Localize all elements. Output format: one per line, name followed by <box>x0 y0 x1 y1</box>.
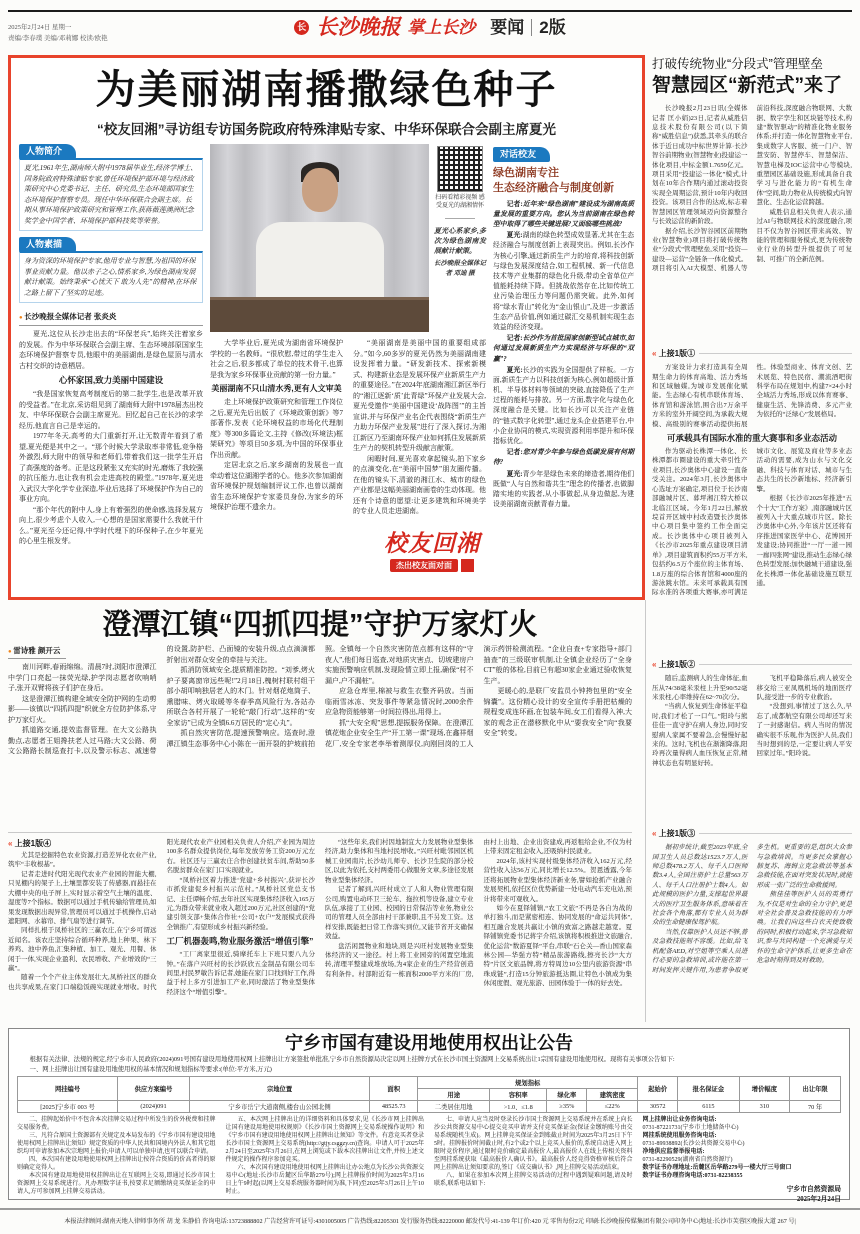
qa-answer: 夏光:青少年是绿色未来的缔造者,期待他们既做“人与自然和谐共生”理念的传播者,也做脚踏实地的实践者,从小事做起,从身边做起,为建设美丽湖南贡献青春力量。 <box>493 470 635 509</box>
photo-table <box>210 297 429 332</box>
masthead <box>0 17 860 38</box>
sidebar-article-body: 长沙晚报2月23日讯(全媒体记者 匡小娟)23日,记者从威胜信息技术股份有限公司(以下简称“威胜信息”)获悉,其牵头的联合体于近日成功中标世界计算·长沙智谷前期物业(智慧物业)投建运一体化项目,中标金额1.7659亿元。项目采用“投建运一体化”模式,计划在10年合作期内通过滚动投资实现全周期运营,预计10年内收回投资。该项目合作的达成,标志着智慧园区管理领域迈向资源整合与长效运营的新阶段。 据介绍,长沙智谷园区前期物业(智慧物业)项目将打破传统物业“分段式”管理壁垒,采用“投资—建设—运营”全链条一体化模式。项目将引入AI大模型、机器人等前沿科技,深度融合物联网、大数据、数字孪生和区块链等技术,构建“数智驱动”的精准化物业服务体系;并打造一体化智慧物业平台,集成数字人客服、统一门户、智慧安防、智慧停车、智慧保洁、智慧电梯及IOC运营中心等模块,重塑园区基础设施,形成具备自我学习与进化能力的“有机生命体”空间,助力物业从传统模式向智慧化、生态化运营跨越。 威胜信息相关负责人表示,通过AI与物联网技术的深度融合,项目不仅为智谷园区带来高效、智能的管理和服务模式,更为传统物业行业的转型升级提供了可复制、可推广的全新范例。 <box>652 105 853 273</box>
notice-column-2: 五、本次网上挂牌出让的详细资料和具体要求,见《长沙市网上挂牌出让国有建设用地使用权规则》《长沙市国土资源网上交易系统操作说明》和《宁乡市国有建设用地使用权网上挂牌出让须知》等文件。有意竞买者登录长沙市国土资源网上交易系统(http://gtjy.csggzy.cn)查询。申请人可于2025年2月24日至2025年3月26日,在网上浏览或下载本次挂牌出让文件,并按上述文件规定的操作程序参加竞买。 六、本次国有建设用地使用权网上挂牌出让办公地点为长沙公共资源交易中心(地址:长沙市岳麓区岳华路279号);网上挂牌报价时间为2025年3月16日上午9时起(以网上交易系统服务器时间为准,下同)至2025年3月26日上午10时止。 <box>225 1116 424 1196</box>
continued-4-subhead: 工厂机器轰鸣,物业服务激活“增值引擎” <box>166 936 314 947</box>
alumni-mini-qr-icon <box>461 559 474 572</box>
sketch-text: 身为资深的环境保护专家,他用专业与智慧,为祖国的环保事业贡献力量。他以赤子之心,情系家乡,为绿色湖南发展献计献策。始终秉承“心忧天下 敢为人先”的精神,在环保之路上留下了坚实的足迹。 <box>19 251 203 303</box>
notice-column-1: 二、挂牌起始价中不包含本次挂牌交易过程中所发生的价外税费和挂牌交易服务费。 三、凡符合原国土资源部有关规定及本局发布的《宁乡市国有建设用地使用权网上挂牌出让须知》规定资质的中华人民共和国境内外法人和其它组织均可申请参加本次宗地网上报价;申请人可以单独申请,也可以联合申请。 四、本次国有建设用地使用权网上挂牌出让按符合资质的价高者得的原则确定竞得人。 本次国有建设用地使用权挂牌出让在互联网上交易,即通过长沙市国土资源网上交易系统进行。凡办理数字证书,按要求足额缴纳竞买保证金的申请人,方可参加网上挂牌交易活动。 <box>17 1116 216 1196</box>
column-divider <box>645 600 646 1022</box>
continued-marker-3: « 上接1版③ <box>652 828 695 839</box>
dialog-title: 绿色湖南专注 生态经济融合与制度创新 <box>493 167 614 194</box>
strip-divider <box>445 218 475 219</box>
continued-marker-row-1 <box>652 348 852 359</box>
town-article-body <box>8 644 632 826</box>
town-article-paragraphs: 南川河畔,春雨绵绵。清晨7时,浏阳市澄潭江中学门口亮起一抹荧光绿,护学岗志愿者吹响哨子,张开双臂将孩子们护在身后。 这是澄潭江镇构建全域安全防护网的生动剪影——该镇以“四抓四提”织就全方位防护体系,守护万家灯火。 抓道路交通,提效监督管理。在大文公路执勤点,志愿者王姐搀扶老人过马路;大文公路、荷文公路路长制巡查打卡,以及警示标志、减速带的设置,防护栏、凸面镜的安装升级,点点滴滴都折射出对群众安全的牵挂与关注。 抓消防领域安全,提质精准防控。“刘爹,烤火炉子要离窗帘远些呢!”2月18日,槐树村联村组干部小胡叩响独居老人的木门。针对烟花炮筒子、熏腊味、烤火取暖等冬春季高风险行为,各站办所联合各村开展了一轮轮“敲门行动”,这样的“安全家访”已成为全镇6.6万居民的“定心丸”。 抓自然灾害防范,提速预警响应。巡查时,澄潭江镇生态事务中心小陈在一面开裂的护坡前拍照。全镇每一个自然灾害防范点都有这样的“守夜人”,他们每日巡查,对地质灾害点、切坡建房户实施预警响应机制,发现险情立即上报,确保“村不漏户,户不漏桩”。 应急仓库里,棉被与救生衣整齐码放。当面临雨雪冰冻、突发事件等紧急情况时,2000余件应急物资能够第一时间拉得出,用得上。 抓“大安全观”思想,提振服务保障。在澄潭江镇花炮企业安全生产“开工第一课”现场,在鑫祥烟花厂,安全专家老李举着测厚仪,向刚回岗的工人演示药饼检测流程。“企业自查+专家指导+部门抽查”的三级联审机制,让全镇企业经历了“全身CT”般的体检,目前已有超30家企业通过验收恢复生产。 更暖心的,是联厂安监员小钟挎包里的“安全锦囊”。这份精心设计的安全宣传手册把枯燥的规程变成连环画,在包装车间,女工们看得入神,大家的观念正在潜移默化中从“要我安全”向“我要安全”转变。 <box>8 645 632 755</box>
sidebar <box>652 56 852 1031</box>
continued-1-subhead: 可承载具有国际水准的重大赛事和多业态活动 <box>666 433 837 444</box>
town-article-headline: 澄潭江镇“四抓四提”守护万家灯火 <box>102 609 538 641</box>
continued-marker-row-3 <box>652 828 852 839</box>
featured-left-column <box>19 144 203 589</box>
notice-column-3: 七、申请人应当及时登录长沙市国土资源网上交易系统并在系统上向长沙公共资源交易中心提交竞买申请并支付竞买保证金(保证金缴纳账号由交易系统随机生成)。网上挂牌竞买保证金到账截止时间为2025年3月25日下午5时。挂牌报价时间截止时,有2个或2个以上竞买人报价的,系统自动进入网上限时竞价程序,通过限时竞价确定最高报价人,最高报价人在线上传相关资料至网挂系统获取《最高报价人确认书》。最高报价人经竞得资格审核后符合网上挂牌出让须知要求的,签订《成交确认书》,网上挂牌交易活动结束。 八、如果在参加本次网上挂牌交易活动的过程中遇到疑难问题,请及时联系,联系电话如下: <box>434 1116 633 1188</box>
sketch-tab: 人物素描 <box>19 237 76 252</box>
masthead-subbrand: 掌上长沙 <box>407 18 476 37</box>
alumni-logo-name: 校友回湘 <box>384 531 480 556</box>
notice-title: 宁乡市国有建设用地使用权出让公告 <box>285 1033 573 1053</box>
notice-signature: 宁乡市自然资源局 2025年2月24日 <box>786 1186 841 1203</box>
featured-byline: ● 长沙晚报全媒体记者 张炎炎 <box>19 309 203 326</box>
section-label: 要闻 <box>490 18 525 37</box>
continued-marker-row-2 <box>652 659 852 670</box>
alumni-tagline-badge: 杰出校友面对面 <box>390 559 458 572</box>
photo-caption: 夏光心系家乡,多次为绿色湖南发展献计献策。 <box>434 226 486 256</box>
portrait-photo <box>210 144 429 332</box>
continued-article-4 <box>8 838 632 1024</box>
featured-headline: 为美丽湖南播撒绿色种子 <box>95 68 558 112</box>
profile-text: 夏光,1961年生,湖南师大附中1978届毕业生,经济学博士、国务院政府特殊津贴专家,曾任环境保护部环境与经济政策研究中心党委书记、主任、研究员,生态环境部国家生态环境保护督察专员。现任中华环保联合会副主席。长期从事环境保护政策研究和管理工作,获蒋薇莲澳洲纪念奖学金中国学者、环境保护部科技奖等荣誉。 <box>19 158 203 231</box>
qr-caption: 扫码看精彩视频 感受夏光的湖湘情怀 <box>435 195 485 210</box>
continued-4-paragraphs-b: “工厂离家里很近,骑摩托车上下班只要八九分钟。”在落户兴旺村的长沙跃欣五金制品有限公司车间里,村民罗敏告诉记者,她能在家门口找到好工作,得益于村上多方引进加工产业,同时激活了物业型集体经济这个“增值引擎”。 “这些年来,我们村因地制宜大力发展物业型集体经济,助力集体和当地村民增收。”兴旺村毗邻园区机械工业园南片,长沙幼儿师专、长沙卫生院的部分校区,以此为依托,支村两委用心做服务文章,多途径发展物业型集体经济。 记者了解到,兴旺村成立了人和人物业管理有限公司,购置电动环卫三轮车、拖拉机等设备,建立专业队伍,承接了工业园、校园的日常保洁等业务,物业公司的管理人员全部由村干部兼职,且不另发工资。这样安排,既能把日常工作落实到位,又能节省开支确保效益。 盘活闲置物业和地块,则是兴旺村发展物业型集体经济的又一途径。村上将工业园旁的闲置空地流转,清理平整建成堆放场,为4家企业的生产经营创造有利条件。村部附近有一栋面积2000平方米的厂房,由村上出地、企业出资建成,再返租给企业,不仅为村上带来固定租金收入,还吸纳村民就业。 2024年,该村实现村级集体经济收入162万元,经营性收入达56万元,同比增长12.5%。贺恩透露,今年还将拓展物业型集体经济新业务,譬如抢抓产业融合发展契机,依托区位优势新建一处电动汽车充电站,预计将带来可观收入。 如今在夏铎铺镇,“农工文旅”不再是各自为战的单打独斗,而是紧密相连、协同发展的“命运共同体”,相互融合发展共赢让小镇的致富之路越走越宽。夏铎铺镇党委书记蒋宇介绍,该镇将积极推进文旅融合,优化运营“数游夏铎”平台,串联“石仑关—香山国家森林公园—华强方特”精品旅游路线,擦亮长沙“大方特”片区文旅品牌,将方特周边10公里内旅游资源“串珠成链”,打造15分钟旅游抵达圈,让特色小镇成为集休闲度假、观光旅游、田园体验于一体的好去处。 <box>166 839 632 996</box>
horizontal-rule <box>8 832 632 833</box>
continued-marker-2: « 上接1版② <box>652 659 695 670</box>
continued-marker-1: « 上接1版① <box>652 348 695 359</box>
featured-center-column <box>210 144 486 589</box>
continued-marker-4: « 上接1版④ <box>8 838 157 849</box>
featured-article <box>8 55 645 600</box>
photo-person-head <box>302 168 338 212</box>
footer-rule <box>0 1208 860 1210</box>
notice-intro-1: 根据有关法律、法规的规定,经宁乡市人民政府(2024)091号国有建设用地使用权网上挂牌出让方案签批单批准,宁乡市自然资源局决定以网上挂牌方式在长沙市国土资源网上交易系统出让1宗国有建设用地使用权。现将有关事项公告如下: <box>29 1056 675 1064</box>
continued-article-1: 方案设计力求打造具有全周期生命力的体育高地、活力秀场和区域触媒,为城市发展催化赋能。生态绿心有机串联体育场、体育馆和游泳馆,围合出7万余平方米的室外开阔空间,为承载大规模、高级别的赛事活动提供拓展性。体验型商业、体育文创、艺术展览、特色民宿、潮流酒吧街科学布局在规划中,构建7×24小时全域活力秀场,形成以体育赛事、健康生活、先锋消费、多元产业为依托的“泛绿心”发展格局。 可承载具有国际水准的重大赛事和多业态活动 作为驱动长株潭一体化、长株潭都市圈建设的重大牵引性产业项目,长沙奥体中心建设一直备受关注。2024年3月,长沙奥体中心选址方案确定,项目位于长沙南部融城片区、暮坪湘江特大桥以北临江区域。今年1月22日,解放垸首开区城中村改造暨长沙奥体中心项目集中签约工作全面完成。长沙奥体中心项目被列入《长沙市2025年重点建设项目清单》,项目建筑面积约55万平方米,包括约6.5万个座位的主体育场、1.8万座的综合体育馆和4000座的游泳跳水馆。未来可承载具有国际水准的各项重大赛事,亦可满足城市文化、展览及商业等多业态活动的需要,成为山水与文化交融、科技与体育对话、城市与生态共生的长沙新地标、经济新引擎。 根据《长沙市2025年推进“五个十大”工作方案》,南部融城片区被列入十大重点城市片区。除长沙奥体中心外,今年该片区还将有序推进国家医学中心、花博园开发建设;协同推进“一厅一道一园一廊四张网”建设,推动生态绿心绿色转型发展;加快融城干道建设,强化长株潭一体化基础设施互联互通。 <box>652 364 853 597</box>
notice-contacts: 网上挂牌出让业务咨询电话: 0731-87221731(宁乡市土地储备中心) 网挂系统使用服务咨询电话: 0731-89938892(长沙公共资源交易中心) 净地供应监督举报电话: 0731-82290529(湖南省自然资源厅) 数字证书办理地址:岳麓区岳华路279号一楼大厅三号窗口 数字证书办理咨询电话:0731-82238355 宁乡市自然资源局 2025年2月24日 <box>642 1116 841 1203</box>
top-rule <box>8 10 852 12</box>
alumni-logo <box>378 529 486 589</box>
qa-answer: 夏光:长沙的实践为全国提供了样板。一方面,新质生产力以科技创新为核心,例如超级计算机、半导体材料等领域的突破,直接降低了生产过程的能耗与排放。另一方面,数字化与绿色化深度融合是关键。比如长沙可以关注产业链的“链式数字化转型”,通过龙头企业搭建平台,中小企业协同的模式,实现资源利用率提升和环保指标优化。 <box>493 366 635 445</box>
photo-person-shirt <box>256 222 384 300</box>
featured-subhead-b: 美丽湖南不只山清水秀,更有人文审美 <box>211 384 342 393</box>
continued-article-3: 据初步统计,截至2023年底,全国卫生人员总数达1523.7万人,医师总数478.2万人、每千人口医师数3.4人,全国注册护士总量563万人、每千人口注册护士数4人。如此规模的医护力量,支撑起世界最大的医疗卫生服务体系,意味着在社会各个角落,都有专业人员为群众的生命健康保驾护航。 当然,仅靠医护人员还不够,普及急救技能刻不容缓。比如,给飞机配备AED,对空姐等空乘人员进行必要的急救培训,或许能在第一时间发挥关键作用,为患者争取更多生机。更重要的是,组织大众参与急救培训。当更多民众掌握心肺复苏、海姆立克急救法等基本急救技能,在面对突发状况时,就能形成一张广泛的生命救援网。 熊佳佳等医护人员的英勇行为,不仅是对生命的全力守护,更是对全社会普及急救技能的有力呼唤。让我们向这些白衣天使致敬的同时,积极行动起来,学习急救知识,参与共同构建一个充满爱与关怀的生命守护体系,让更多生命在危急时刻得到及时救助。 <box>652 844 852 974</box>
featured-subhead: “校友回湘”寻访组专访国务院政府特殊津贴专家、中华环保联合会副主席夏光 <box>97 122 556 137</box>
footer-text: 本报法律顾问:湖南天地人律师事务所 胡 龙 朱静伯 咨询电话:13723888802 广告经营许可证号:4301005005 广告热线:82205301 发行服务热线:82220000 邮发代号:41-139 年订价:420 元 零售每份2元 印刷:长沙晚报传媒集团有限公司印务中心|地址:长沙市芙蓉区晚报大道 267 号| <box>64 1218 796 1225</box>
photo-credit: 长沙晚报全媒体记者 邓迪 摄 <box>434 260 486 277</box>
notice-table: 网挂编号 供应方案编号 宗地位置 面积 规划指标 起始价 报名保证金 增价幅度 出让年限 用途 容积率 绿化率 建筑密度 [2025]宁乡市 003 号 (2024)091 宁乡市岳宁大道南侧,楼台山公园北侧 48525.73 二类居住用地 >1.0、≤1.8 ≥35% ≤22% 30572 6115 310 70 年 <box>17 1076 841 1113</box>
town-article-byline: ● 雷诗雅 颜开云 <box>8 644 66 659</box>
dialog-qa <box>493 200 634 511</box>
continued-4-paragraphs-a: 尤其是挖掘特色农业资源,打造差异化农业产业,筑牢“丰收根基”。 记者走进时代阳光现代农业产业园的智能大棚,只见棚内的架子上,土壤里都安装了传感器,而悬挂在大棚中央的电子屏上,实时显示着空气土壤的温度、湿度等7个指标。数据可以通过手机传输给管理员,如果发现数据出现异常,管理员可以通过手机操作,启动遮阳网、水幕帘、排气扇等进行调节。 同样扎根于凤桥社区的三赢农庄,在宁乡可谓远近闻名。该农庄坚持综合循环种养,地上种果、林下养鸡、池中养鱼,汇集种植、加工、观光、用餐、休闲于一体,实现企业盈利、农民增收、产业增效的“三赢”。 随着一个个产业主体发展壮大,凤桥社区的群众也共享成果,在家门口端稳饭碗实现就业增收。时代阳光现代农业产业园相关负责人介绍,产业园为周边100多名群众提供岗位,每年发放劳务工资200万元左右。社区还与三赢农庄合作创建扶贫车间,帮助50多名脱贫群众在家门口实现就业。 “凤桥社区着力推进‘党建+乡村振兴’,获评长沙市抓党建促乡村振兴示范村。”凤桥社区党总支书记、主任谭畅介绍,去年社区实现集体经济收入165万元,为群众带来就业收入超过200万元,社区创建的“党建引领支部+集体合作社+公司+农户”发展模式获得全镇推广,有望形成乡村振兴新经验。 <box>8 839 315 991</box>
qa-question: 记者:近年来“绿色湖南”建设成为湖南高质量发展的重要方向。您认为当前湖南在绿色转型中取得了哪些关键进展?又面临哪些挑战? <box>493 200 635 229</box>
qa-question: 记者:长沙作为首批国家创新型试点城市,如何通过发展新质生产力实现经济与环保的“双赢”? <box>493 335 635 363</box>
sidebar-headline: 智慧园区“新范式”来了 <box>652 75 843 97</box>
qa-question: 记者:您对青少年参与绿色低碳发展有何期待? <box>493 449 635 467</box>
table-row: [2025]宁乡市 003 号 (2024)091 宁乡市岳宁大道南侧,楼台山公园北侧 48525.73 二类居住用地 >1.0、≤1.8 ≥35% ≤22% 30572 6115 310 70 年 <box>18 1100 841 1112</box>
editors-line: 责编/李春璞 美编/邓莉娜 校读/欧艳 <box>8 35 108 43</box>
masthead-brand: 长沙晚报 <box>316 15 401 39</box>
featured-center-paragraphs: 走上环境保护政策研究和管理工作岗位之后,夏光先后出版了《环境政策创新》等7部著作,发表《论环境权益的市场化代理制度》等300多篇论文,主持《修改(环境法)框架研究》等项目50多项,为中国的环保事业作出贡献。 定居北京之后,家乡湖南的发展也一直牵动着这位湖湘学者的心。他多次参加湖南省环境保护规划编制评议工作,也曾以湖南省生态环境保护专家委员身份,为家乡的环境保护治理不遗余力。 “美丽湖南是美丽中国的重要组成部分。”如今,60多岁的夏光仍然为美丽湖南建设发挥着力量。“研发新技术、探索新模式、构建新业态是发展环保产业新质生产力的重要途径。”在2024年底湖南湘江新区举行的“湘江逐新‘质’此青绿”环保产业发展大会,夏光受邀作“美丽中国建设‘战阵图’”的主旨宣讲,并与环保产业名企代表围绕“新质生产力助力环保产业发展”进行了深入探讨,为湘江新区乃至湖南环保产业如何抓住发展新质生产力的契机转型升级献言献策。 闲暇时间,夏光喜欢拿起镜头,拍下家乡的点滴变化,在“美丽中国梦”朋友圈传播。在他的镜头下,清澈的湘江水、城市的绿色产业都是这幅美丽湖南画卷的生动体现。他还有个诗意的愿望:让更多建筑和环境美学的专业人员走进湖南。 <box>210 339 486 515</box>
profile-tab: 人物简介 <box>19 144 76 159</box>
qa-answer: 夏光:湖南的绿色转型成效显著,尤其在生态经济融合与制度创新上表现突出。例如,长沙作为核心引擎,通过新质生产力的培育,将科技创新与绿色发展深度结合,如工程机械、新一代信息技术等产业集群的绿色化升级,带动全省单位产值能耗持续下降。但挑战依然存在,比如传统工业污染治理压力等问题仍需突破。此外,如何将“绿水青山”转化为“金山银山”,及进一步激活生态产品价值,例如通过碳汇交易机制实现生态效益的经济变现。 <box>493 232 635 331</box>
land-notice <box>8 1028 850 1203</box>
featured-subhead-a: 心怀家国,致力美丽中国建设 <box>58 375 164 385</box>
date-line: 2025年2月24日 星期一 <box>8 24 72 31</box>
masthead-divider <box>531 19 532 36</box>
dialog-column <box>493 144 634 589</box>
photo-side-strip <box>434 144 486 332</box>
dialog-tab: 对话校友 <box>493 147 550 162</box>
featured-paragraph: 大学毕业后,夏光成为湖南省环境保护学校的一名教师。“很欣慰,带过的学生走入社会之后,很多都成了单位的技术骨干,也算是我为家乡环保事业贡献的第一份力量。” <box>210 339 343 379</box>
qr-code-icon <box>437 146 483 192</box>
masthead-logo-icon: 长 <box>294 20 309 35</box>
page-number: 2版 <box>539 18 566 37</box>
sidebar-kicker: 打破传统物业“分段式”管理壁垒 <box>652 57 823 71</box>
featured-intro: 夏光,这位从长沙走出去的“环保老兵”,始终关注着家乡的发展。作为中华环保联合会副主席、生态环境部原国家生态环境保护督察专员,他眼中的美丽湖南,是绿色屋顶与清水古村交织的诗意栖居。 <box>19 330 203 370</box>
notice-intro-2: 一、网上挂牌出让国有建设用地使用权的基本情况和规划指标等要求:(单位:平方米,万元) <box>29 1065 272 1073</box>
continued-article-2: 随后,监测病人的生命体征,血压从74/38毫米汞柱上升至90/52毫米汞柱,心率维持在62~70次/分。 “当病人恢复到生命体征平稳时,我们才松了一口气。”阳玲与熊佳佳一直守护在病人身边,同时安慰病人家属不要着急,会慢慢好起来的。这时,飞机也在渐渐降落,阳玲再次量得病人血压恢复正常,精神状态也有明显好转。 飞机平稳降落后,病人被安全移交给三亚凤凰机场的地面医疗队,接受进一步的专业救治。 “没想到,事情过了这么久,早忘了,成都航空有限公司却还写来了一封感谢信。病人当时的情况确实很不乐观,作为医护人员,我们当时想到的是,一定要让病人平安回家过年。”阳玲说。 <box>652 675 852 767</box>
featured-left-paragraphs: “我是国家恢复高考制度后的第二批学生,也是改革开放的受益者。”在北京,采访组见到了湖南师大附中1978届杰出校友、中华环保联合会副主席夏光。回忆起自己在长沙的求学经历,他直言自己是幸运的。 1977年冬天,高考的大门重新打开,让无数青年看到了希望,夏光便是其中之一。“那个时候大学录取率非常低,竞争格外激烈,师大附中的领导和老师们,带着我们这一批学生开启了高强度的备考。正是这段紧张又充实的时光,磨炼了我较强的抗压能力,也让我有机会走进高校的殿堂。”1978年,夏光进入武汉大学化学专业深造,毕业后选择了环境保护作为自己的事业方向。 “那个年代的附中人,身上有着强烈的使命感,选择发展方向上,很少考虑个人收入,一心想的是国家需要什么我就干什么。”夏光至今还记得,中学时代埋下的环保种子,在少年夏光的心里生根发芽。 <box>19 390 203 545</box>
